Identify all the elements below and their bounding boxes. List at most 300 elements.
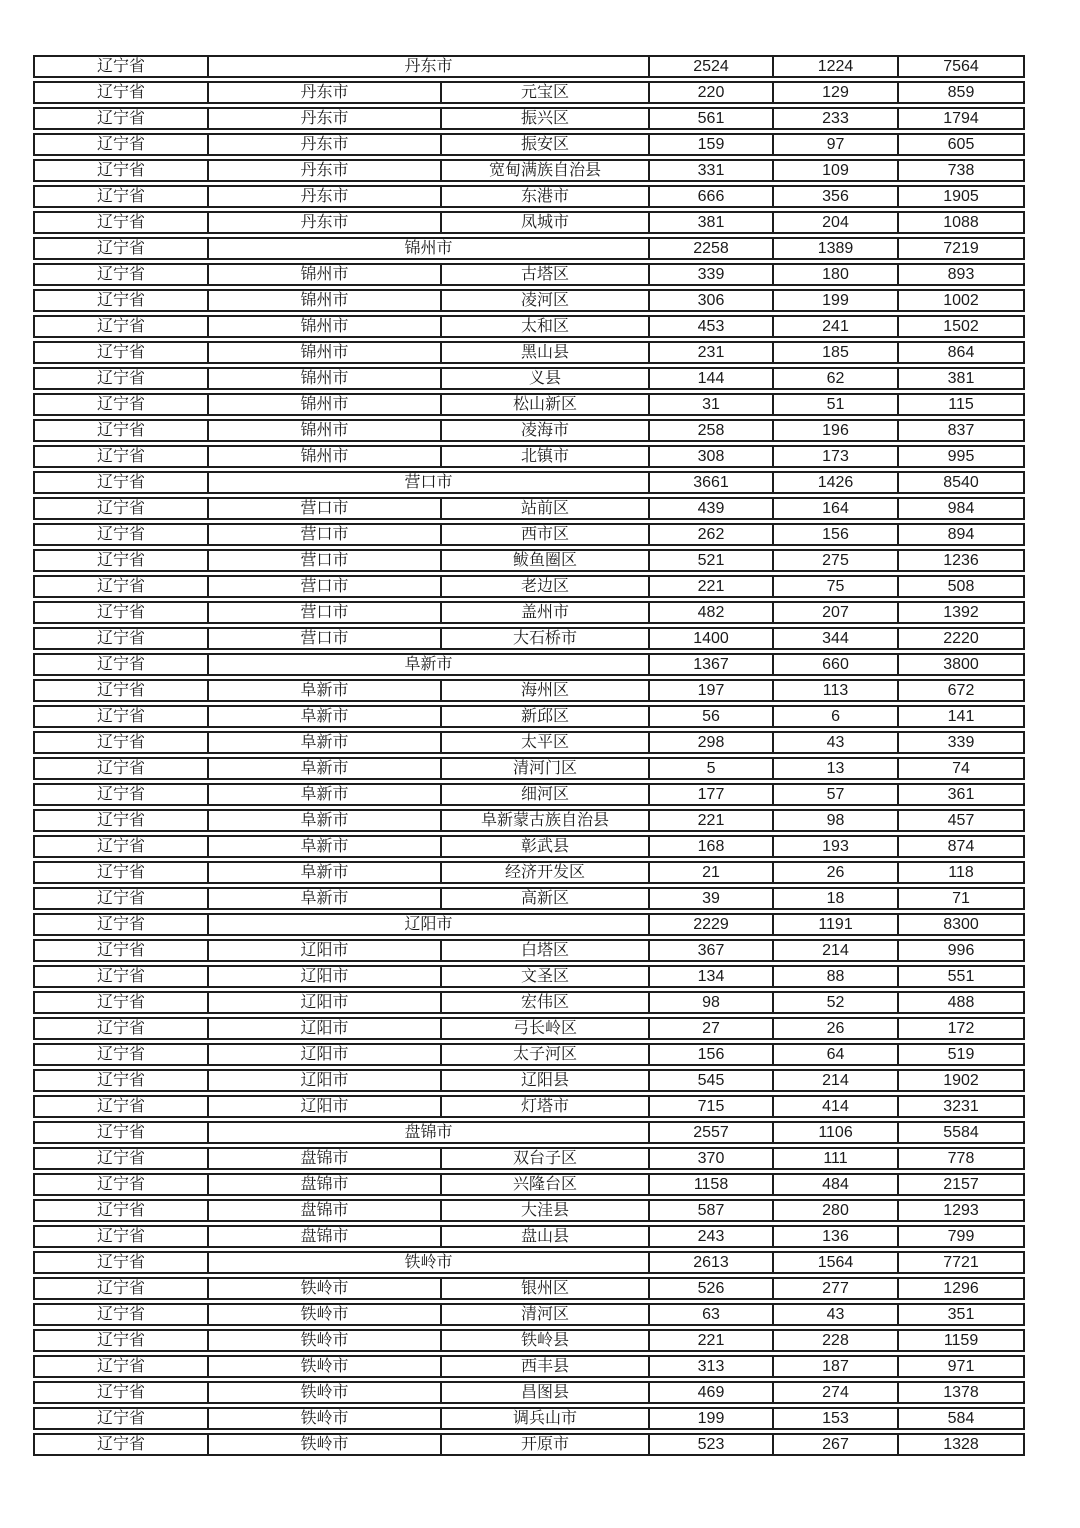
province-cell: 辽宁省 <box>33 1225 207 1248</box>
province-cell: 辽宁省 <box>33 263 207 286</box>
city-cell: 盘锦市 <box>207 1147 440 1170</box>
value-cell: 457 <box>897 809 1025 832</box>
table-body <box>33 55 1025 1456</box>
value-cell: 136 <box>772 1225 897 1248</box>
city-cell: 辽阳市 <box>207 913 648 936</box>
province-cell: 辽宁省 <box>33 1173 207 1196</box>
city-cell: 丹东市 <box>207 107 440 130</box>
district-cell: 振安区 <box>440 133 648 156</box>
district-row <box>33 1173 1025 1196</box>
value-cell: 153 <box>772 1407 897 1430</box>
district-row <box>33 211 1025 234</box>
value-cell: 859 <box>897 81 1025 104</box>
province-cell: 辽宁省 <box>33 627 207 650</box>
district-row <box>33 341 1025 364</box>
value-cell: 172 <box>897 1017 1025 1040</box>
value-cell: 526 <box>648 1277 772 1300</box>
province-cell: 辽宁省 <box>33 653 207 676</box>
city-cell: 丹东市 <box>207 133 440 156</box>
value-cell: 660 <box>772 653 897 676</box>
province-cell: 辽宁省 <box>33 1303 207 1326</box>
value-cell: 561 <box>648 107 772 130</box>
district-cell: 凌河区 <box>440 289 648 312</box>
value-cell: 159 <box>648 133 772 156</box>
city-cell: 铁岭市 <box>207 1329 440 1352</box>
province-cell: 辽宁省 <box>33 315 207 338</box>
value-cell: 18 <box>772 887 897 910</box>
city-cell: 辽阳市 <box>207 1095 440 1118</box>
value-cell: 207 <box>772 601 897 624</box>
province-cell: 辽宁省 <box>33 55 207 78</box>
district-cell: 凤城市 <box>440 211 648 234</box>
district-cell: 开原市 <box>440 1433 648 1456</box>
province-cell: 辽宁省 <box>33 445 207 468</box>
value-cell: 144 <box>648 367 772 390</box>
value-cell: 187 <box>772 1355 897 1378</box>
province-cell: 辽宁省 <box>33 705 207 728</box>
value-cell: 605 <box>897 133 1025 156</box>
province-cell: 辽宁省 <box>33 939 207 962</box>
value-cell: 8300 <box>897 913 1025 936</box>
district-cell: 西市区 <box>440 523 648 546</box>
value-cell: 1400 <box>648 627 772 650</box>
district-cell: 黑山县 <box>440 341 648 364</box>
value-cell: 339 <box>897 731 1025 754</box>
value-cell: 2229 <box>648 913 772 936</box>
province-cell: 辽宁省 <box>33 211 207 234</box>
value-cell: 469 <box>648 1381 772 1404</box>
value-cell: 164 <box>772 497 897 520</box>
value-cell: 551 <box>897 965 1025 988</box>
district-row <box>33 601 1025 624</box>
province-cell: 辽宁省 <box>33 601 207 624</box>
value-cell: 1296 <box>897 1277 1025 1300</box>
city-summary-row <box>33 653 1025 676</box>
city-cell: 铁岭市 <box>207 1277 440 1300</box>
city-cell: 阜新市 <box>207 653 648 676</box>
district-row <box>33 1407 1025 1430</box>
value-cell: 672 <box>897 679 1025 702</box>
value-cell: 523 <box>648 1433 772 1456</box>
city-cell: 铁岭市 <box>207 1407 440 1430</box>
district-cell: 辽阳县 <box>440 1069 648 1092</box>
province-cell: 辽宁省 <box>33 991 207 1014</box>
value-cell: 115 <box>897 393 1025 416</box>
district-cell: 兴隆台区 <box>440 1173 648 1196</box>
value-cell: 893 <box>897 263 1025 286</box>
value-cell: 109 <box>772 159 897 182</box>
district-row <box>33 549 1025 572</box>
value-cell: 508 <box>897 575 1025 598</box>
value-cell: 1158 <box>648 1173 772 1196</box>
province-cell: 辽宁省 <box>33 1121 207 1144</box>
city-cell: 阜新市 <box>207 835 440 858</box>
district-cell: 西丰县 <box>440 1355 648 1378</box>
district-cell: 新邱区 <box>440 705 648 728</box>
district-cell: 双台子区 <box>440 1147 648 1170</box>
value-cell: 308 <box>648 445 772 468</box>
district-row <box>33 133 1025 156</box>
value-cell: 984 <box>897 497 1025 520</box>
district-cell: 清河门区 <box>440 757 648 780</box>
value-cell: 196 <box>772 419 897 442</box>
city-cell: 阜新市 <box>207 731 440 754</box>
district-row <box>33 835 1025 858</box>
value-cell: 584 <box>897 1407 1025 1430</box>
district-row <box>33 497 1025 520</box>
province-cell: 辽宁省 <box>33 1355 207 1378</box>
city-cell: 丹东市 <box>207 185 440 208</box>
province-cell: 辽宁省 <box>33 393 207 416</box>
value-cell: 8540 <box>897 471 1025 494</box>
district-row <box>33 159 1025 182</box>
district-row <box>33 315 1025 338</box>
province-cell: 辽宁省 <box>33 679 207 702</box>
city-cell: 锦州市 <box>207 367 440 390</box>
value-cell: 1159 <box>897 1329 1025 1352</box>
value-cell: 180 <box>772 263 897 286</box>
district-cell: 大石桥市 <box>440 627 648 650</box>
district-cell: 阜新蒙古族自治县 <box>440 809 648 832</box>
value-cell: 64 <box>772 1043 897 1066</box>
value-cell: 43 <box>772 1303 897 1326</box>
value-cell: 280 <box>772 1199 897 1222</box>
value-cell: 453 <box>648 315 772 338</box>
value-cell: 1502 <box>897 315 1025 338</box>
value-cell: 370 <box>648 1147 772 1170</box>
city-cell: 辽阳市 <box>207 1043 440 1066</box>
value-cell: 521 <box>648 549 772 572</box>
province-cell: 辽宁省 <box>33 1199 207 1222</box>
district-row <box>33 367 1025 390</box>
province-cell: 辽宁省 <box>33 1147 207 1170</box>
value-cell: 298 <box>648 731 772 754</box>
district-cell: 灯塔市 <box>440 1095 648 1118</box>
city-cell: 盘锦市 <box>207 1121 648 1144</box>
value-cell: 177 <box>648 783 772 806</box>
district-cell: 盖州市 <box>440 601 648 624</box>
district-cell: 松山新区 <box>440 393 648 416</box>
value-cell: 262 <box>648 523 772 546</box>
value-cell: 27 <box>648 1017 772 1040</box>
city-summary-row <box>33 471 1025 494</box>
value-cell: 2157 <box>897 1173 1025 1196</box>
province-cell: 辽宁省 <box>33 757 207 780</box>
district-row <box>33 887 1025 910</box>
value-cell: 313 <box>648 1355 772 1378</box>
value-cell: 71 <box>897 887 1025 910</box>
value-cell: 1905 <box>897 185 1025 208</box>
province-cell: 辽宁省 <box>33 913 207 936</box>
value-cell: 243 <box>648 1225 772 1248</box>
province-cell: 辽宁省 <box>33 159 207 182</box>
province-cell: 辽宁省 <box>33 107 207 130</box>
city-cell: 营口市 <box>207 523 440 546</box>
value-cell: 2220 <box>897 627 1025 650</box>
value-cell: 1088 <box>897 211 1025 234</box>
value-cell: 1367 <box>648 653 772 676</box>
city-cell: 锦州市 <box>207 341 440 364</box>
value-cell: 874 <box>897 835 1025 858</box>
value-cell: 666 <box>648 185 772 208</box>
province-cell: 辽宁省 <box>33 497 207 520</box>
city-cell: 辽阳市 <box>207 1069 440 1092</box>
city-cell: 丹东市 <box>207 55 648 78</box>
value-cell: 221 <box>648 575 772 598</box>
value-cell: 97 <box>772 133 897 156</box>
province-cell: 辽宁省 <box>33 1251 207 1274</box>
value-cell: 1389 <box>772 237 897 260</box>
value-cell: 197 <box>648 679 772 702</box>
district-row <box>33 939 1025 962</box>
province-cell: 辽宁省 <box>33 523 207 546</box>
district-cell: 高新区 <box>440 887 648 910</box>
district-row <box>33 1433 1025 1456</box>
province-cell: 辽宁省 <box>33 965 207 988</box>
value-cell: 1191 <box>772 913 897 936</box>
value-cell: 228 <box>772 1329 897 1352</box>
value-cell: 56 <box>648 705 772 728</box>
value-cell: 57 <box>772 783 897 806</box>
district-cell: 元宝区 <box>440 81 648 104</box>
value-cell: 971 <box>897 1355 1025 1378</box>
value-cell: 587 <box>648 1199 772 1222</box>
value-cell: 199 <box>772 289 897 312</box>
district-row <box>33 1329 1025 1352</box>
district-cell: 白塔区 <box>440 939 648 962</box>
value-cell: 63 <box>648 1303 772 1326</box>
city-summary-row <box>33 1121 1025 1144</box>
value-cell: 193 <box>772 835 897 858</box>
value-cell: 51 <box>772 393 897 416</box>
province-cell: 辽宁省 <box>33 887 207 910</box>
province-cell: 辽宁省 <box>33 237 207 260</box>
city-cell: 营口市 <box>207 497 440 520</box>
city-cell: 辽阳市 <box>207 1017 440 1040</box>
city-cell: 铁岭市 <box>207 1251 648 1274</box>
value-cell: 52 <box>772 991 897 1014</box>
value-cell: 331 <box>648 159 772 182</box>
district-row <box>33 627 1025 650</box>
city-cell: 辽阳市 <box>207 965 440 988</box>
province-cell: 辽宁省 <box>33 1433 207 1456</box>
city-cell: 营口市 <box>207 471 648 494</box>
district-row <box>33 991 1025 1014</box>
value-cell: 13 <box>772 757 897 780</box>
value-cell: 7564 <box>897 55 1025 78</box>
province-cell: 辽宁省 <box>33 419 207 442</box>
city-cell: 锦州市 <box>207 289 440 312</box>
value-cell: 1564 <box>772 1251 897 1274</box>
district-cell: 鲅鱼圈区 <box>440 549 648 572</box>
district-cell: 宽甸满族自治县 <box>440 159 648 182</box>
district-cell: 站前区 <box>440 497 648 520</box>
district-cell: 盘山县 <box>440 1225 648 1248</box>
district-cell: 太平区 <box>440 731 648 754</box>
value-cell: 995 <box>897 445 1025 468</box>
city-cell: 铁岭市 <box>207 1433 440 1456</box>
value-cell: 2613 <box>648 1251 772 1274</box>
value-cell: 738 <box>897 159 1025 182</box>
district-cell: 大洼县 <box>440 1199 648 1222</box>
value-cell: 344 <box>772 627 897 650</box>
value-cell: 233 <box>772 107 897 130</box>
district-row <box>33 1069 1025 1092</box>
value-cell: 1106 <box>772 1121 897 1144</box>
province-cell: 辽宁省 <box>33 1277 207 1300</box>
province-cell: 辽宁省 <box>33 1095 207 1118</box>
city-cell: 阜新市 <box>207 705 440 728</box>
value-cell: 134 <box>648 965 772 988</box>
city-cell: 锦州市 <box>207 419 440 442</box>
value-cell: 214 <box>772 1069 897 1092</box>
value-cell: 339 <box>648 263 772 286</box>
value-cell: 74 <box>897 757 1025 780</box>
district-row <box>33 81 1025 104</box>
district-cell: 海州区 <box>440 679 648 702</box>
value-cell: 156 <box>772 523 897 546</box>
city-cell: 阜新市 <box>207 887 440 910</box>
district-cell: 清河区 <box>440 1303 648 1326</box>
district-row <box>33 107 1025 130</box>
city-cell: 锦州市 <box>207 393 440 416</box>
value-cell: 1224 <box>772 55 897 78</box>
value-cell: 2524 <box>648 55 772 78</box>
district-cell: 太和区 <box>440 315 648 338</box>
district-row <box>33 1381 1025 1404</box>
district-cell: 义县 <box>440 367 648 390</box>
district-row <box>33 679 1025 702</box>
value-cell: 1392 <box>897 601 1025 624</box>
province-cell: 辽宁省 <box>33 731 207 754</box>
city-cell: 盘锦市 <box>207 1173 440 1196</box>
value-cell: 2258 <box>648 237 772 260</box>
value-cell: 2557 <box>648 1121 772 1144</box>
value-cell: 356 <box>772 185 897 208</box>
province-cell: 辽宁省 <box>33 1407 207 1430</box>
city-cell: 盘锦市 <box>207 1225 440 1248</box>
value-cell: 31 <box>648 393 772 416</box>
value-cell: 156 <box>648 1043 772 1066</box>
province-cell: 辽宁省 <box>33 575 207 598</box>
value-cell: 231 <box>648 341 772 364</box>
district-cell: 昌图县 <box>440 1381 648 1404</box>
province-cell: 辽宁省 <box>33 809 207 832</box>
value-cell: 381 <box>648 211 772 234</box>
value-cell: 7721 <box>897 1251 1025 1274</box>
value-cell: 26 <box>772 861 897 884</box>
district-row <box>33 1043 1025 1066</box>
district-row <box>33 965 1025 988</box>
city-cell: 锦州市 <box>207 445 440 468</box>
value-cell: 799 <box>897 1225 1025 1248</box>
value-cell: 5 <box>648 757 772 780</box>
value-cell: 43 <box>772 731 897 754</box>
city-summary-row <box>33 237 1025 260</box>
value-cell: 185 <box>772 341 897 364</box>
district-cell: 古塔区 <box>440 263 648 286</box>
province-cell: 辽宁省 <box>33 81 207 104</box>
value-cell: 367 <box>648 939 772 962</box>
value-cell: 7219 <box>897 237 1025 260</box>
value-cell: 439 <box>648 497 772 520</box>
province-cell: 辽宁省 <box>33 783 207 806</box>
district-cell: 铁岭县 <box>440 1329 648 1352</box>
value-cell: 837 <box>897 419 1025 442</box>
city-cell: 铁岭市 <box>207 1381 440 1404</box>
value-cell: 3231 <box>897 1095 1025 1118</box>
value-cell: 173 <box>772 445 897 468</box>
district-cell: 弓长岭区 <box>440 1017 648 1040</box>
district-row <box>33 575 1025 598</box>
value-cell: 778 <box>897 1147 1025 1170</box>
value-cell: 241 <box>772 315 897 338</box>
city-cell: 锦州市 <box>207 315 440 338</box>
value-cell: 381 <box>897 367 1025 390</box>
district-cell: 东港市 <box>440 185 648 208</box>
district-row <box>33 445 1025 468</box>
value-cell: 220 <box>648 81 772 104</box>
value-cell: 214 <box>772 939 897 962</box>
district-cell: 宏伟区 <box>440 991 648 1014</box>
province-cell: 辽宁省 <box>33 185 207 208</box>
district-row <box>33 1199 1025 1222</box>
district-cell: 凌海市 <box>440 419 648 442</box>
value-cell: 894 <box>897 523 1025 546</box>
value-cell: 1293 <box>897 1199 1025 1222</box>
value-cell: 1794 <box>897 107 1025 130</box>
value-cell: 62 <box>772 367 897 390</box>
city-summary-row <box>33 913 1025 936</box>
value-cell: 168 <box>648 835 772 858</box>
value-cell: 1902 <box>897 1069 1025 1092</box>
value-cell: 267 <box>772 1433 897 1456</box>
city-cell: 丹东市 <box>207 159 440 182</box>
value-cell: 1378 <box>897 1381 1025 1404</box>
value-cell: 1236 <box>897 549 1025 572</box>
district-row <box>33 705 1025 728</box>
province-cell: 辽宁省 <box>33 861 207 884</box>
value-cell: 221 <box>648 1329 772 1352</box>
value-cell: 1328 <box>897 1433 1025 1456</box>
city-cell: 辽阳市 <box>207 939 440 962</box>
city-cell: 营口市 <box>207 601 440 624</box>
value-cell: 275 <box>772 549 897 572</box>
district-cell: 太子河区 <box>440 1043 648 1066</box>
city-cell: 铁岭市 <box>207 1303 440 1326</box>
value-cell: 488 <box>897 991 1025 1014</box>
city-cell: 锦州市 <box>207 237 648 260</box>
value-cell: 98 <box>772 809 897 832</box>
value-cell: 277 <box>772 1277 897 1300</box>
province-cell: 辽宁省 <box>33 549 207 572</box>
value-cell: 88 <box>772 965 897 988</box>
city-cell: 盘锦市 <box>207 1199 440 1222</box>
value-cell: 258 <box>648 419 772 442</box>
region-stats-table <box>33 52 1025 1459</box>
province-cell: 辽宁省 <box>33 1043 207 1066</box>
district-cell: 老边区 <box>440 575 648 598</box>
value-cell: 21 <box>648 861 772 884</box>
province-cell: 辽宁省 <box>33 835 207 858</box>
value-cell: 361 <box>897 783 1025 806</box>
value-cell: 221 <box>648 809 772 832</box>
city-cell: 营口市 <box>207 575 440 598</box>
district-row <box>33 1277 1025 1300</box>
city-cell: 锦州市 <box>207 263 440 286</box>
district-row <box>33 809 1025 832</box>
value-cell: 1002 <box>897 289 1025 312</box>
